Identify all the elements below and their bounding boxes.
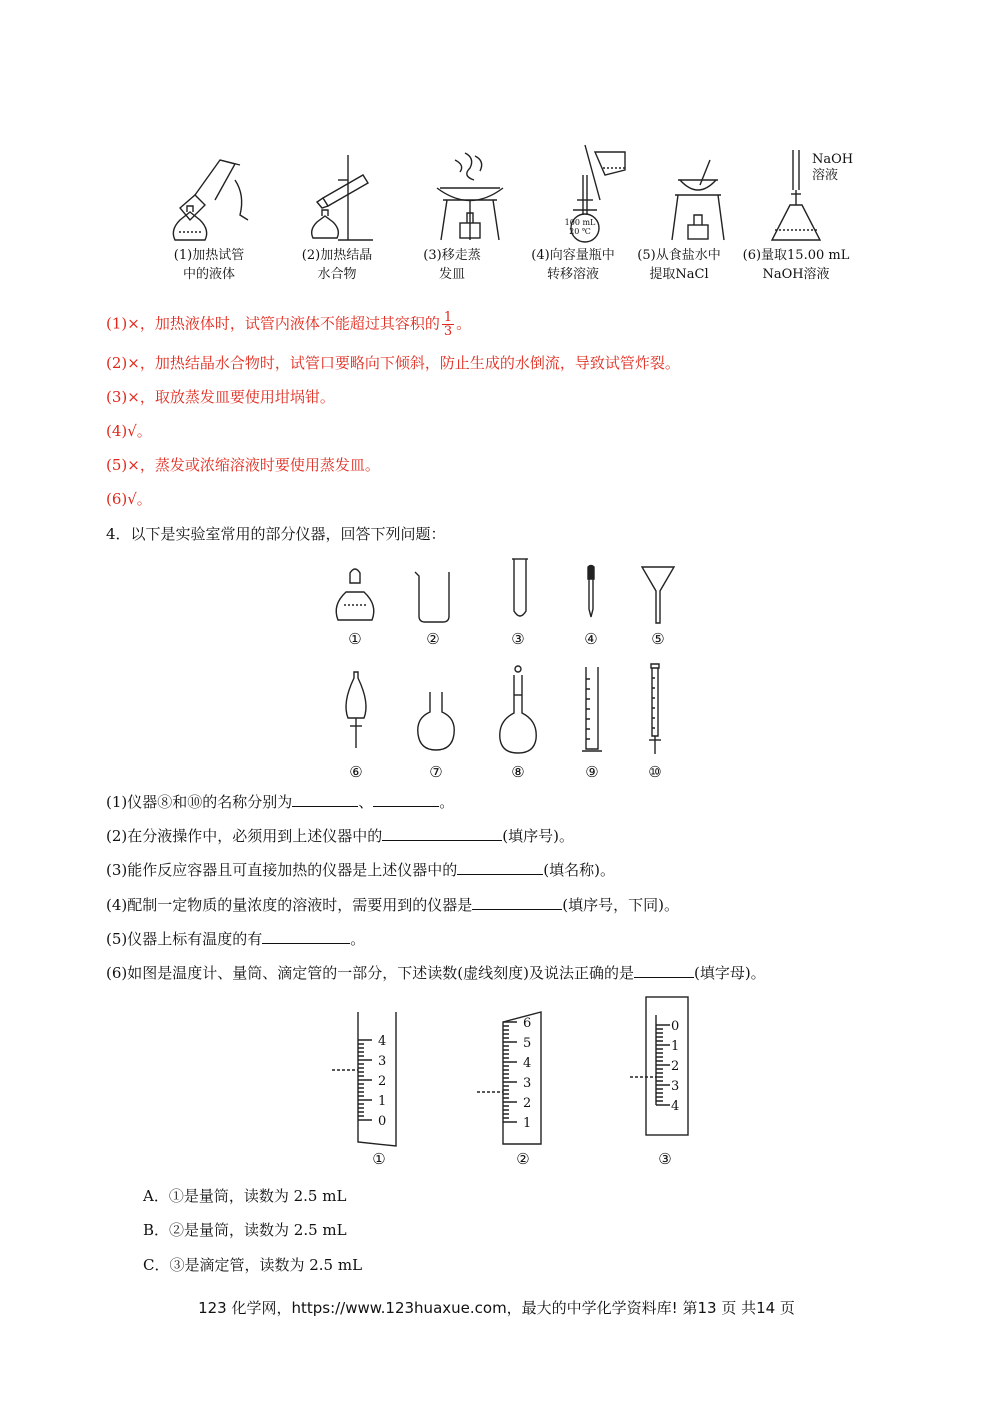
test-tube-icon [510, 557, 530, 622]
instrument-number-1: ① [348, 630, 362, 648]
scale-number-2: ② [516, 1150, 530, 1168]
cylinder-scale-image [475, 1010, 550, 1148]
figure-caption-5: (5)从食盐水中 提取NaCl [637, 248, 721, 282]
heating-liquid-in-test-tube-image [165, 150, 255, 245]
scale-number-1: ① [372, 1150, 386, 1168]
subquestion-2: (2)在分液操作中，必须用到上述仪器中的 (填序号)。 [106, 827, 574, 845]
naoh-label-line2: 溶液 [812, 168, 839, 183]
figure-caption-6: (6)量取15.00 mL NaOH溶液 [742, 248, 850, 282]
flask-label-volume: 100 mL [564, 218, 596, 227]
answer-1: (1)×，加热液体时，试管内液体不能超过其容积的 $\frac{1}{3}$ 。 [106, 310, 472, 339]
question-4-stem: 4．以下是实验室常用的部分仪器，回答下列问题： [106, 525, 446, 543]
alcohol-lamp-icon [330, 565, 380, 625]
subquestion-4: (4)配制一定物质的量浓度的溶液时，需要用到的仪器是 (填序号，下同)。 [106, 896, 679, 914]
thermometer-scale-image [330, 1010, 405, 1148]
scale-number-3: ③ [658, 1150, 672, 1168]
instrument-number-2: ② [426, 630, 440, 648]
dropper-icon [583, 565, 599, 625]
answer-blank[interactable] [262, 929, 350, 944]
cylinder-scale-labels: 6 5 4 3 2 1 [523, 1016, 532, 1131]
burette-icon [645, 662, 665, 757]
answer-blank[interactable] [472, 895, 562, 910]
subquestion-5: (5)仪器上标有温度的有 。 [106, 930, 366, 948]
fraction: $\frac{1}{3}$ [443, 310, 453, 339]
thermometer-scale-labels: 4 3 2 1 0 [378, 1034, 387, 1129]
figure-caption-3: (3)移走蒸 发皿 [423, 248, 481, 282]
option-c[interactable]: C．③是滴定管，读数为 2.5 mL [143, 1256, 363, 1274]
volumetric-flask-label [560, 218, 600, 236]
subquestion-6: (6)如图是温度计、量筒、滴定管的一部分，下述读数(虚线刻度)及说法正确的是 (填字母)。 [106, 964, 766, 982]
option-a[interactable]: A．①是量筒，读数为 2.5 mL [143, 1187, 347, 1205]
option-b[interactable]: B．②是量筒，读数为 2.5 mL [143, 1221, 347, 1239]
instrument-number-7: ⑦ [429, 763, 443, 781]
graduated-cylinder-icon [580, 665, 604, 755]
instrument-number-8: ⑧ [511, 763, 525, 781]
heating-crystal-hydrate-image [298, 150, 378, 245]
flask-label-temp: 20 ℃ [569, 227, 591, 236]
page-footer: 123 化学网，https://www.123huaxue.com，最大的中学化学资料库! 第13 页 共14 页 [198, 1299, 795, 1317]
answer-blank[interactable] [292, 792, 358, 807]
instrument-number-4: ④ [584, 630, 598, 648]
answer-6: (6)√。 [106, 490, 152, 508]
answer-3: (3)×，取放蒸发皿要使用坩埚钳。 [106, 388, 335, 406]
burette-scale-labels: 0 1 2 3 4 [671, 1019, 680, 1114]
answer-blank[interactable] [457, 860, 543, 875]
figure-caption-4: (4)向容量瓶中 转移溶液 [531, 248, 615, 282]
naoh-label [812, 152, 853, 184]
beaker-icon [413, 570, 453, 625]
answer-4: (4)√。 [106, 422, 152, 440]
instrument-number-5: ⑤ [651, 630, 665, 648]
subquestion-1: (1)仪器⑧和⑩的名称分别为 、 。 [106, 793, 455, 811]
instrument-number-3: ③ [511, 630, 525, 648]
extract-nacl-image [660, 155, 735, 245]
burette-scale-image [630, 995, 690, 1137]
answer-blank[interactable] [382, 826, 502, 841]
instrument-number-6: ⑥ [349, 763, 363, 781]
instrument-number-9: ⑨ [585, 763, 599, 781]
naoh-label-line1: NaOH [812, 152, 854, 167]
separatory-funnel-icon [341, 670, 371, 755]
instrument-number-10: ⑩ [648, 763, 662, 781]
answer-2: (2)×，加热结晶水合物时，试管口要略向下倾斜，防止生成的水倒流，导致试管炸裂。 [106, 354, 680, 372]
answer-5: (5)×，蒸发或浓缩溶液时要使用蒸发皿。 [106, 456, 380, 474]
figure-caption-1: (1)加热试管 中的液体 [173, 248, 245, 282]
figure-caption-2: (2)加热结晶 水合物 [301, 248, 373, 282]
funnel-icon [640, 565, 676, 625]
volumetric-flask-icon [498, 665, 538, 760]
subquestion-3: (3)能作反应容器且可直接加热的仪器是上述仪器中的 (填名称)。 [106, 861, 615, 879]
answer-blank[interactable] [373, 792, 439, 807]
answer-blank[interactable] [634, 963, 694, 978]
round-bottom-flask-icon [416, 690, 456, 755]
moving-evaporating-dish-image [425, 148, 515, 245]
